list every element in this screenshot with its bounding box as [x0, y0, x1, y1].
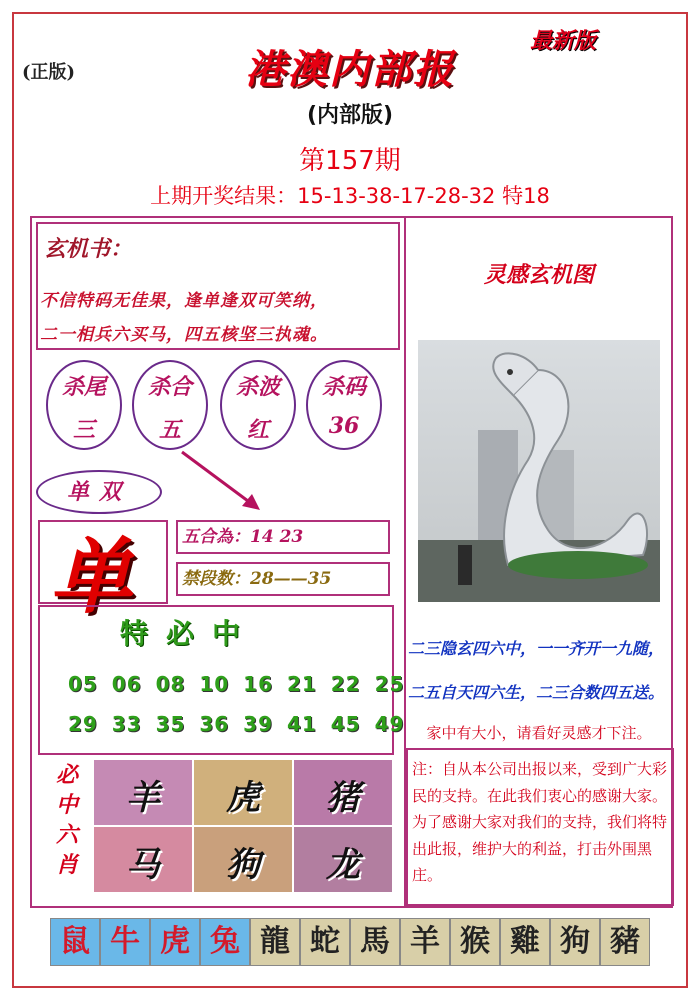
- right-hint: 家中有大小，请看好灵感才下注。: [426, 724, 652, 742]
- page-subtitle: (内部版): [306, 103, 394, 128]
- odd-even-oval: 单双: [36, 470, 162, 514]
- pick-value: 五: [158, 417, 181, 443]
- zodiac-name: 猪: [326, 778, 360, 818]
- zodiac-tile-bar: [50, 918, 650, 968]
- last-result-special: 特18: [502, 184, 550, 208]
- pick-kill-tail: [46, 360, 122, 450]
- last-result: [0, 180, 700, 210]
- zodiac-cell: [94, 827, 192, 892]
- kill-segment-value: 28——35: [250, 569, 332, 589]
- poem-line-1: 不信特码无佳果，逢单逢双可笑纳，: [40, 291, 328, 311]
- zodiac-label: 必中六肖: [55, 762, 78, 878]
- zodiac-tile: 鼠: [50, 918, 100, 966]
- zodiac-tile: 豬: [600, 918, 650, 966]
- right-line-2: 二五自天四六生，二三合数四五送。: [408, 683, 665, 702]
- last-result-numbers: 15-13-38-17-28-32: [297, 184, 496, 208]
- right-title: 灵感玄机图: [483, 262, 594, 288]
- zodiac-cell: [94, 760, 192, 825]
- edition-official: (正版): [22, 62, 76, 83]
- big-char: 单: [50, 529, 132, 625]
- poem-line-2: 二一相兵六买马，四五核坚三执魂。: [40, 325, 328, 345]
- zodiac-tile: 羊: [400, 918, 450, 966]
- zodiac-tile: 龍: [250, 918, 300, 966]
- special-title: 特必中: [120, 617, 259, 650]
- pick-label: 杀波: [235, 374, 280, 400]
- zodiac-tile: 狗: [550, 918, 600, 966]
- five-combo: [176, 520, 390, 554]
- pick-value: 三: [72, 417, 95, 443]
- dragon-statue-photo: [418, 340, 660, 602]
- zodiac-cell: [194, 760, 292, 825]
- note-text: 注：自从本公司出报以来，受到广大彩民的支持。在此我们衷心的感谢大家。为了感谢大家对我们的支持，我们将特出此报，维护大的利益，打击外围黑庄。: [412, 760, 668, 884]
- zodiac-tile: 兔: [200, 918, 250, 966]
- pick-kill-sum: [132, 360, 208, 450]
- pick-kill-number: [306, 360, 382, 450]
- five-combo-value: 14 23: [250, 527, 304, 547]
- special-row-1: 05 06 08 10 16 21 22 25: [68, 672, 405, 696]
- last-result-label: 上期开奖结果：: [150, 184, 298, 208]
- poem-title: 玄机书：: [44, 236, 133, 262]
- pick-kill-color: [220, 360, 296, 450]
- zodiac-tile: 猴: [450, 918, 500, 966]
- zodiac-tile: 蛇: [300, 918, 350, 966]
- arrow-icon: [180, 450, 270, 520]
- pick-label: 杀合: [147, 374, 192, 400]
- kill-segment-label: 禁段数：: [182, 569, 250, 589]
- zodiac-tile: 牛: [100, 918, 150, 966]
- page-title: 港澳内部报: [245, 46, 455, 93]
- zodiac-name: 狗: [226, 845, 260, 885]
- pick-label: 杀尾: [61, 374, 106, 400]
- zodiac-name: 虎: [226, 778, 260, 818]
- zodiac-name: 马: [126, 845, 160, 885]
- zodiac-name: 龙: [326, 845, 360, 885]
- pick-label: 杀码: [321, 374, 366, 400]
- five-combo-label: 五合為：: [182, 527, 250, 547]
- zodiac-name: 羊: [126, 778, 160, 818]
- zodiac-cell: [194, 827, 292, 892]
- pick-value: 36: [328, 413, 360, 439]
- issue-number: 第157期: [299, 146, 401, 176]
- right-line-1: 二三隐玄四六中，一一齐开一九随，: [408, 639, 665, 658]
- special-row-2: 29 33 35 36 39 41 45 49: [68, 712, 405, 736]
- kill-segment: [176, 562, 390, 596]
- zodiac-cell: [294, 827, 392, 892]
- pick-value: 红: [246, 417, 269, 443]
- zodiac-tile: 馬: [350, 918, 400, 966]
- zodiac-cell: [294, 760, 392, 825]
- edition-latest: 最新版: [530, 28, 597, 54]
- zodiac-tile: 虎: [150, 918, 200, 966]
- zodiac-grid: [94, 760, 394, 894]
- zodiac-tile: 雞: [500, 918, 550, 966]
